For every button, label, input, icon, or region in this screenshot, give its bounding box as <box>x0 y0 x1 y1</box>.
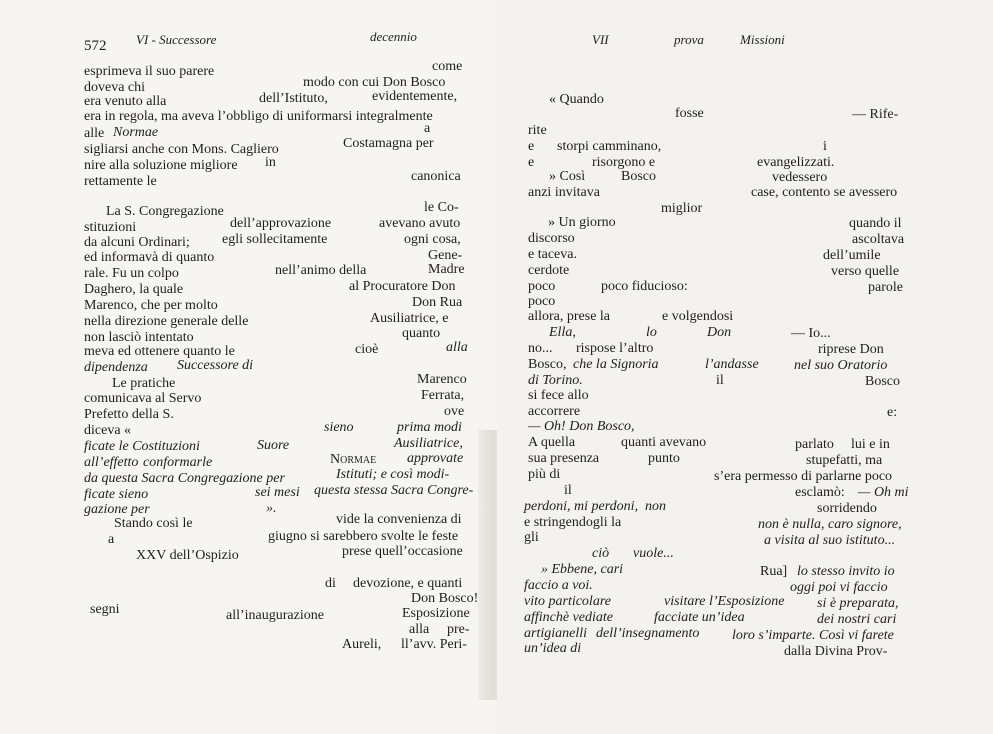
text-line: era venuto alla <box>84 94 167 109</box>
text-line: egli sollecitamente <box>222 232 328 247</box>
text-line: era in regola, ma aveva l’obbligo di uniformarsi integralmente <box>84 109 433 124</box>
text-line: da questa Sacra Congregazione per <box>84 471 285 486</box>
text-line: approvate <box>407 451 464 466</box>
text-line: vide la convenienza di <box>336 512 462 527</box>
text-line: dell’umile <box>823 248 881 263</box>
text-line: segni <box>90 602 120 617</box>
text-line: le Co- <box>424 200 459 215</box>
text-line: sorridendo <box>817 501 877 516</box>
text-line: stupefatti, ma <box>806 453 883 468</box>
text-line: rettamente le <box>84 174 157 189</box>
text-line: perdoni, mi perdoni, <box>524 499 639 514</box>
text-line: dell’insegnamento <box>596 626 700 641</box>
text-line: Aureli, <box>342 637 382 652</box>
text-line: Ausiliatrice, e <box>370 311 449 326</box>
text-line: — Oh! Don Bosco, <box>528 419 635 434</box>
text-line: fosse <box>675 106 704 121</box>
text-line: un’idea di <box>524 641 582 656</box>
text-line: — Io... <box>791 326 831 341</box>
text-line: lo <box>646 325 657 340</box>
text-line: vedessero <box>772 170 828 185</box>
text-line: s’era permesso di parlarne poco <box>714 469 893 484</box>
text-line: e stringendogli la <box>524 515 622 530</box>
text-line: quando il <box>849 216 902 231</box>
text-line: Ausiliatrice, <box>394 436 463 451</box>
text-line: case, contento se avessero <box>751 185 898 200</box>
text-line: non <box>645 499 666 514</box>
text-line: dalla Divina Prov- <box>784 644 888 659</box>
text-line: accorrere <box>528 404 581 419</box>
text-line: quanto <box>402 326 441 341</box>
text-line: Esposizione <box>402 606 470 621</box>
text-line: il <box>716 373 724 388</box>
text-line: anzi invitava <box>528 185 600 200</box>
text-line: facciate un’idea <box>654 610 745 625</box>
text-line: dei nostri cari <box>817 612 897 627</box>
text-line: no... <box>528 341 553 356</box>
text-line: oggi poi vi faccio <box>790 580 888 595</box>
header-word: Missioni <box>740 32 785 47</box>
text-line: canonica <box>411 169 461 184</box>
text-line: Gene- <box>428 248 463 263</box>
text-line: Bosco <box>865 374 900 389</box>
text-line: Prefetto della S. <box>84 407 174 422</box>
text-line: a visita al suo istituto... <box>764 533 896 548</box>
text-line: poco <box>528 294 556 309</box>
text-line: il <box>564 483 572 498</box>
text-line: ascoltava <box>852 232 905 247</box>
text-line: ll’avv. Peri- <box>401 637 467 652</box>
text-line: parole <box>868 280 903 295</box>
text-line: sigliarsi anche con Mons. Cagliero <box>84 142 279 157</box>
text-line: artigianelli <box>524 626 587 641</box>
text-line: doveva chi <box>84 80 146 95</box>
text-line: Costamagna per <box>343 136 434 151</box>
text-line: Madre <box>428 262 465 277</box>
text-line: modo con cui Don Bosco <box>303 75 446 90</box>
text-line: rale. Fu un colpo <box>84 266 179 281</box>
text-line: evangelizzati. <box>757 155 835 170</box>
text-line: non lasciò intentato <box>84 330 194 345</box>
text-line: Daghero, la quale <box>84 282 184 297</box>
right-page <box>497 0 993 734</box>
text-line: gli <box>524 530 539 545</box>
text-line: storpi camminano, <box>557 139 662 154</box>
text-line: sieno <box>324 420 354 435</box>
text-line: Stando così le <box>114 516 193 531</box>
text-line: si fece allo <box>528 388 589 403</box>
text-line: faccio a voi. <box>524 578 593 593</box>
text-line: vuole... <box>633 546 674 561</box>
text-line: Ferrata, <box>421 388 465 403</box>
text-line: Marenco, che per molto <box>84 298 218 313</box>
text-line: Marenco <box>417 372 467 387</box>
text-line: Don <box>707 325 732 340</box>
text-line: in <box>265 155 276 170</box>
text-line: riprese Don <box>818 342 884 357</box>
text-line: che la Signoria <box>573 357 659 372</box>
text-line: verso quelle <box>831 264 900 279</box>
text-line: poco fiducioso: <box>601 279 688 294</box>
text-line: Bosco <box>621 169 656 184</box>
text-line: miglior <box>661 201 703 216</box>
text-line: Successore di <box>177 358 254 373</box>
text-line: discorso <box>528 231 575 246</box>
page-number: 572 <box>84 38 107 54</box>
text-line: rispose l’altro <box>576 341 654 356</box>
text-line: punto <box>648 451 680 466</box>
text-line: evidentemente, <box>372 89 458 104</box>
text-line: A quella <box>528 435 576 450</box>
text-line: ove <box>444 404 465 419</box>
text-line: cioè <box>355 342 379 357</box>
text-line: lui e in <box>851 437 890 452</box>
chapter-header: VI - Successore <box>136 32 217 47</box>
text-line: ficate le Costituzioni <box>84 439 200 454</box>
text-line: meva ed ottenere quanto le <box>84 344 235 359</box>
text-line: conformarle <box>143 455 213 470</box>
text-line: nire alla soluzione migliore <box>84 158 238 173</box>
text-line: nell’animo della <box>275 263 367 278</box>
text-line: — Oh mi <box>858 485 909 500</box>
text-line: comunicava al Servo <box>84 391 202 406</box>
text-line: « Quando <box>549 92 604 107</box>
text-line: dipendenza <box>84 360 148 375</box>
text-line: esprimeva il suo parere <box>84 64 215 79</box>
text-line: La S. Congregazione <box>106 204 224 219</box>
text-line: loro s’imparte. Così vi farete <box>732 628 894 643</box>
text-line: pre- <box>447 622 470 637</box>
text-line: ciò <box>592 546 610 561</box>
text-line: sei mesi <box>255 485 300 500</box>
text-line: da alcuni Ordinari; <box>84 235 190 250</box>
text-line: vito particolare <box>524 594 611 609</box>
text-line: più di <box>528 467 561 482</box>
text-line: ficate sieno <box>84 487 149 502</box>
text-line: visitare l’Esposizione <box>664 594 785 609</box>
text-line: non è nulla, caro signore, <box>758 517 902 532</box>
text-line: risorgono e <box>592 155 656 170</box>
text-line: nella direzione generale delle <box>84 314 249 329</box>
text-line: a <box>108 532 115 547</box>
text-line: prima modi <box>397 420 462 435</box>
text-line: come <box>432 59 463 74</box>
text-line: diceva « <box>84 423 132 438</box>
text-line: giugno si sarebbero svolte le feste <box>268 529 459 544</box>
text-line: ed informavà di quanto <box>84 250 215 265</box>
text-line: questa stessa Sacra Congre- <box>314 483 474 498</box>
text-line: prese quell’occasione <box>342 544 463 559</box>
text-line: allora, prese la <box>528 309 611 324</box>
text-line: affinchè vediate <box>524 610 614 625</box>
text-line: Suore <box>257 438 290 453</box>
text-line: Don Rua <box>412 295 463 310</box>
text-line: cerdote <box>528 263 570 278</box>
text-line: XXV dell’Ospizio <box>136 548 239 563</box>
text-line: Normae <box>113 125 159 140</box>
text-line: — Rife- <box>852 107 899 122</box>
text-line: stituzioni <box>84 220 137 235</box>
text-line: ». <box>266 501 277 516</box>
text-line: Le pratiche <box>112 376 176 391</box>
running-title: decennio <box>370 29 417 44</box>
text-line: di Torino. <box>528 373 583 388</box>
text-line: Bosco, <box>528 357 567 372</box>
text-line: » Ebbene, cari <box>541 562 624 577</box>
text-line: avevano avuto <box>379 216 461 231</box>
text-line: esclamò: <box>795 485 845 500</box>
text-line: nel suo Oratorio <box>794 358 888 373</box>
text-line: » Un giorno <box>548 215 616 230</box>
text-line: l’andasse <box>705 357 759 372</box>
text-line: sua presenza <box>528 451 600 466</box>
text-line: ogni cosa, <box>404 232 461 247</box>
text-line: e volgendosi <box>662 309 734 324</box>
text-line: poco <box>528 279 556 294</box>
text-line: e taceva. <box>528 247 577 262</box>
text-line: Normae <box>330 452 377 467</box>
text-line: dell’approvazione <box>230 216 332 231</box>
text-line: i <box>823 139 827 154</box>
text-line: di <box>325 576 336 591</box>
text-line: Rua] <box>760 564 788 579</box>
text-line: all’inaugurazione <box>226 608 324 623</box>
chapter-header: VII <box>592 32 609 47</box>
text-line: si è preparata, <box>817 596 899 611</box>
text-line: gazione per <box>84 502 150 517</box>
text-line: dell’Istituto, <box>259 91 328 106</box>
text-line: lo stesso invito io <box>797 564 895 579</box>
text-line: » Così <box>549 169 586 184</box>
text-line: alla <box>446 340 468 355</box>
text-line: alla <box>409 622 430 637</box>
text-line: al Procuratore Don <box>349 279 456 294</box>
text-line: Don Bosco! <box>411 591 479 606</box>
text-line: rite <box>528 123 547 138</box>
text-line: devozione, e quanti <box>353 576 463 591</box>
text-line: all’effetto <box>84 455 139 470</box>
text-line: e: <box>887 405 898 420</box>
text-line: Ella, <box>549 325 576 340</box>
text-line: e <box>528 139 535 154</box>
text-line: parlato <box>795 437 834 452</box>
text-line: quanti avevano <box>621 435 707 450</box>
header-word: prova <box>674 32 704 47</box>
text-line: e <box>528 155 535 170</box>
text-line: Istituti; e così modi- <box>336 467 450 482</box>
text-line: alle <box>84 126 105 141</box>
text-line: a <box>424 121 431 136</box>
